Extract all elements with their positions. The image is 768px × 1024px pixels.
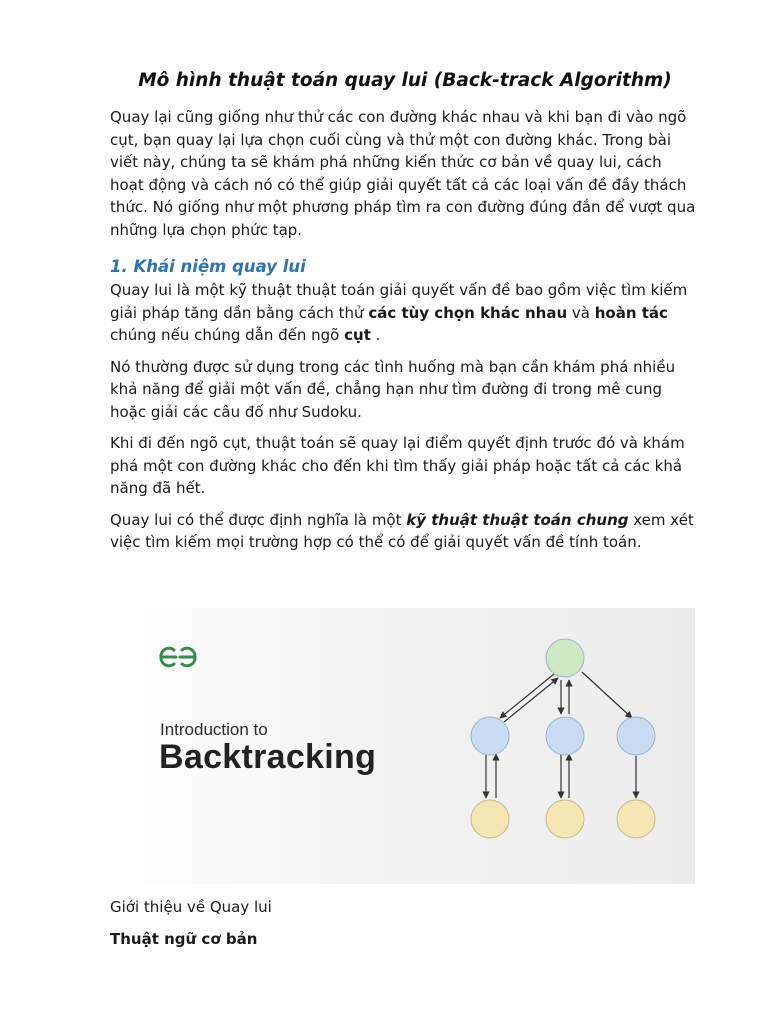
bold-text: các tùy chọn khác nhau	[368, 303, 568, 322]
leaf-node	[617, 800, 655, 838]
bold-italic-text: kỹ thuật thuật toán chung	[406, 510, 629, 529]
text-run: xem xét việc tìm kiếm mọi trường hợp có thể có để giải quyết vấn đề tính toán.	[110, 510, 694, 551]
document-title: Mô hình thuật toán quay lui (Back-track Algorithm)	[138, 70, 672, 91]
bold-text: cụt	[344, 326, 371, 344]
text-run: Quay lui là một kỹ thuật thuật toán giải quyết vấn đề bao gồm việc tìm kiếm giải pháp tăng dần bằng cách thử	[110, 281, 688, 322]
text-run: chúng nếu chúng dẫn đến ngõ	[110, 326, 345, 344]
document-body	[110, 66, 700, 563]
edge-arrow	[500, 674, 554, 718]
leaf-node	[471, 800, 509, 838]
paragraph-dead-end: Khi đi đến ngõ cụt, thuật toán sẽ quay lại điểm quyết định trước đó và khám phá một con đường khác cho đến khi tìm thấy giải pháp hoặc tất cả các khả năng đã hết.	[110, 434, 685, 497]
root-node	[546, 639, 584, 677]
geeksforgeeks-logo-icon	[158, 646, 198, 668]
text-run: .	[370, 326, 381, 344]
intro-paragraph: Quay lại cũng giống như thử các con đường khác nhau và khi bạn đi vào ngõ cụt, bạn quay lại lựa chọn cuối cùng và thử một con đường khác. Trong bài viết này, chúng ta sẽ khám phá những kiến thức cơ bản về quay lui, cách hoạt động và cách nó có thể giúp giải quyết tất cả các loại vấn đề đầy thách thức. Nó giống như một phương pháp tìm ra con đường đúng đắn để vượt qua những lựa chọn phức tạp.	[110, 108, 696, 239]
paragraph-general	[110, 509, 700, 554]
paragraph-usage: Nó thường được sử dụng trong các tình huống mà bạn cần khám phá nhiều khả năng để giải một vấn đề, chẳng hạn như tìm đường đi trong mê cung hoặc giải các câu đố như Sudoku.	[110, 357, 676, 421]
figure-title-text: Backtracking	[159, 738, 377, 776]
backtracking-tree-diagram	[470, 628, 695, 868]
child-node	[546, 717, 584, 755]
edge-arrow	[504, 678, 558, 722]
figure-intro-text: Introduction to	[160, 720, 268, 739]
child-node	[471, 717, 509, 755]
bold-text: hoàn tác	[594, 303, 668, 322]
text-run: Quay lui có thể được định nghĩa là một	[110, 510, 407, 529]
edge-arrow	[582, 672, 632, 718]
backtracking-illustration	[110, 608, 695, 884]
section-heading: 1. Khái niệm quay lui	[110, 257, 306, 276]
figure-caption: Giới thiệu về Quay lui	[110, 898, 272, 916]
text-run: và	[567, 303, 595, 322]
subheading-basic-terms: Thuật ngữ cơ bản	[110, 930, 258, 948]
paragraph-definition	[110, 279, 700, 347]
leaf-node	[546, 800, 584, 838]
child-node	[617, 717, 655, 755]
